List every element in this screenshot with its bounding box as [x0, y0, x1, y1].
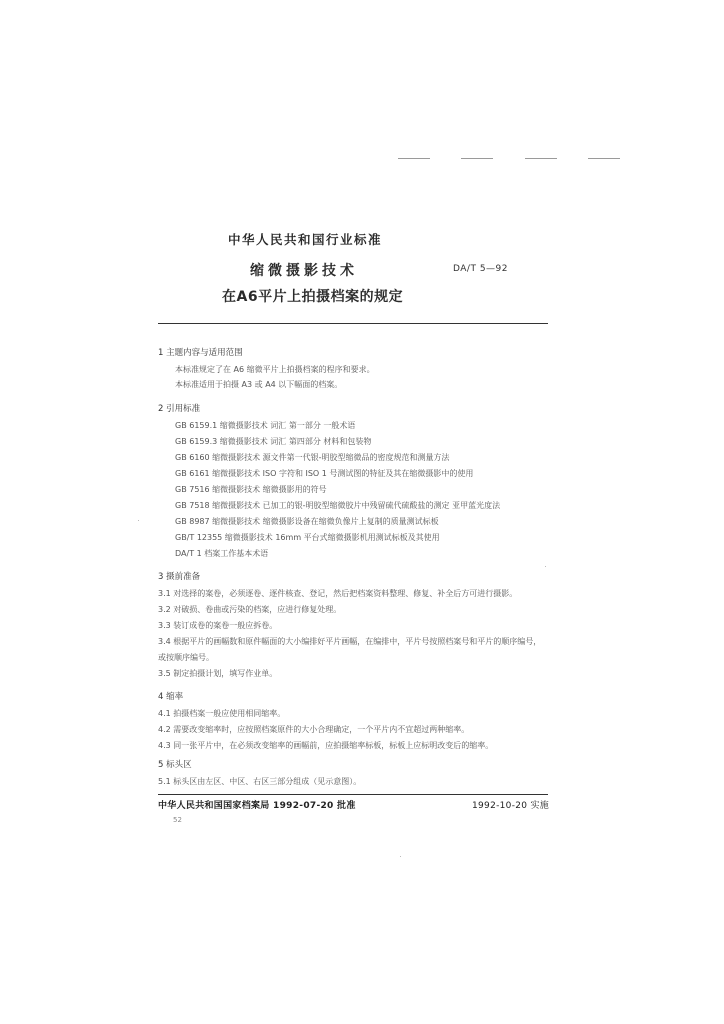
body-line: 本标准适用于拍摄 A3 或 A4 以下幅面的档案。	[175, 380, 343, 389]
standard-number: DA/T 5—92	[453, 264, 508, 274]
section-heading: 2 引用标准	[158, 404, 201, 414]
decorative-dash	[588, 158, 620, 159]
section-heading: 1 主题内容与适用范围	[158, 348, 243, 358]
reference-item: GB 7516 缩微摄影技术 缩微摄影用的符号	[175, 485, 327, 494]
reference-item: GB 6161 缩微摄影技术 ISO 字符和 ISO 1 号测试图的特征及其在缩微摄影中的使用	[175, 469, 474, 478]
scan-speck	[545, 566, 546, 567]
section-heading: 5 标头区	[158, 760, 192, 770]
reference-item: GB 8987 缩微摄影技术 缩微摄影设备在缩微负像片上复制的质量测试标板	[175, 517, 439, 526]
body-line: 4.3 同一张平片中，在必须改变缩率的画幅前，应拍摄缩率标板，标板上应标明改变后的缩率。	[158, 741, 494, 750]
body-line: 5.1 标头区由左区、中区、右区三部分组成（见示意图）。	[158, 777, 362, 786]
body-line: 或按顺序编号。	[158, 653, 214, 662]
header-rule	[158, 323, 548, 324]
issuing-organization: 中华人民共和国行业标准	[228, 232, 383, 247]
approval-note: 中华人民共和国国家档案局 1992-07-20 批准	[158, 801, 356, 811]
decorative-dash	[398, 158, 430, 159]
page-number: 52	[173, 816, 182, 824]
reference-item: GB 6159.1 缩微摄影技术 词汇 第一部分 一般术语	[175, 421, 356, 430]
document-subtitle: 在A6平片上拍摄档案的规定	[222, 289, 404, 305]
reference-item: DA/T 1 档案工作基本术语	[175, 549, 269, 558]
reference-item: GB 6159.3 缩微摄影技术 词汇 第四部分 材料和包装物	[175, 437, 372, 446]
body-line: 4.1 拍摄档案一般应使用相同缩率。	[158, 709, 286, 718]
scan-speck	[400, 856, 401, 857]
decorative-dash	[525, 158, 557, 159]
decorative-dash	[461, 158, 493, 159]
effective-date: 1992-10-20 实施	[472, 801, 550, 811]
section-heading: 4 缩率	[158, 692, 184, 702]
reference-item: GB 6160 缩微摄影技术 源文件第一代银-明胶型缩微品的密度规范和测量方法	[175, 453, 450, 462]
body-line: 4.2 需要改变缩率时，应按照档案原件的大小合理确定，一个平片内不宜超过两种缩率。	[158, 725, 470, 734]
footer-rule	[158, 794, 548, 795]
body-line: 3.5 制定拍摄计划，填写作业单。	[158, 669, 278, 678]
section-heading: 3 摄前准备	[158, 572, 201, 582]
reference-item: GB/T 12355 缩微摄影技术 16mm 平台式缩微摄影机用测试标板及其使用	[175, 533, 440, 542]
body-line: 3.4 根据平片的画幅数和原件幅面的大小编排好平片画幅，在编排中，平片号按照档案号和平片的顺序编号，	[158, 637, 542, 646]
body-line: 3.1 对选择的案卷，必须逐卷、逐件核查、登记，然后把档案资料整理、修复、补全后方可进行摄影。	[158, 589, 518, 598]
reference-item: GB 7518 缩微摄影技术 已加工的银-明胶型缩微胶片中残留硫代硫酸盐的测定 亚甲蓝光度法	[175, 501, 501, 510]
body-line: 本标准规定了在 A6 缩微平片上拍摄档案的程序和要求。	[175, 365, 375, 374]
body-line: 3.2 对破损、卷曲或污染的档案，应进行修复处理。	[158, 605, 342, 614]
body-line: 3.3 装订成卷的案卷一般应拆卷。	[158, 621, 278, 630]
document-title: 缩微摄影技术	[250, 263, 358, 279]
scan-speck	[138, 520, 139, 521]
